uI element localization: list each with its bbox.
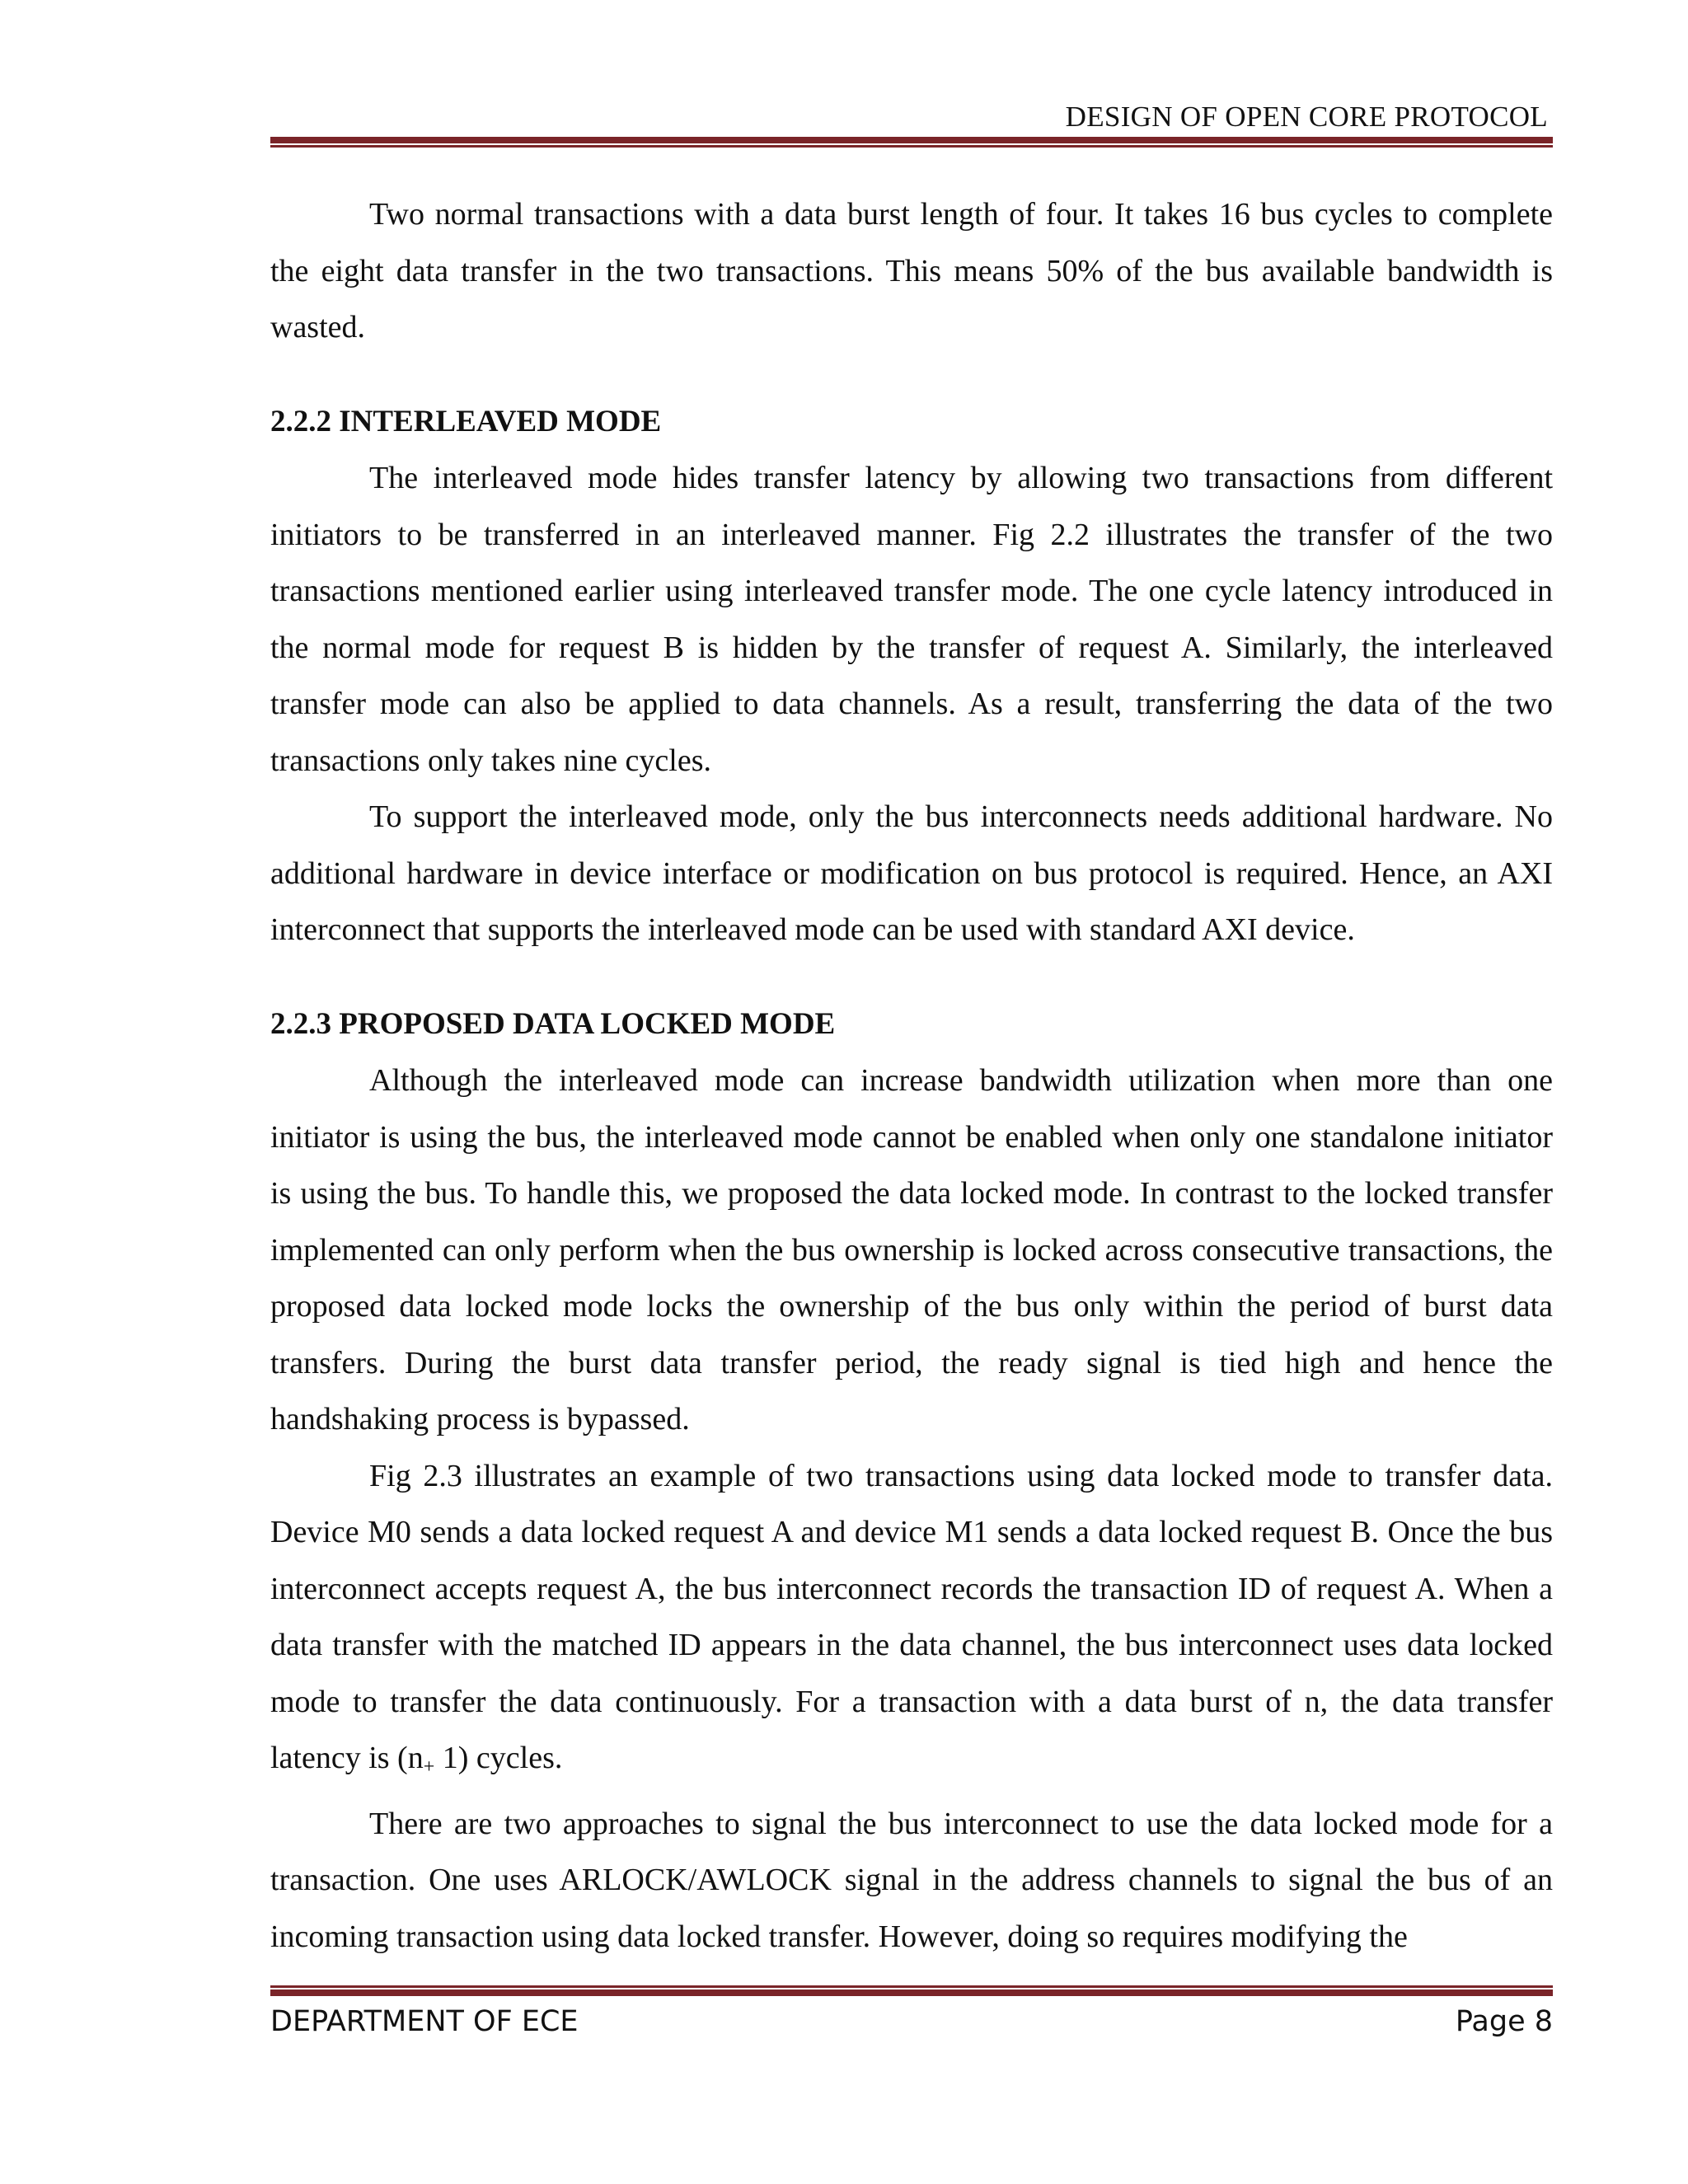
footer-page-number: Page 8 [1455,2005,1553,2038]
paragraph-interleaved-hardware: To support the interleaved mode, only the bus interconnects needs additional hardware. No additional hardware in device interface or modification on bus protocol is required. Hence, an AXI interconnect that supports the interleaved mode can be used with standard AXI device. [270,799,1553,947]
paragraph-data-locked-intro: Although the interleaved mode can increase bandwidth utilization when more than one initiator is using the bus, the interleaved mode cannot be enabled when only one standalone initiator is using the bus. To handle this, we proposed the data locked mode. In contrast to the locked transfer implemented can only perform when the bus ownership is locked across consecutive transactions, the proposed data locked mode locks the ownership of the bus only within the period of burst data transfers. During the burst data transfer period, the ready signal is tied high and hence the handshaking process is bypassed. [270,1063,1553,1436]
running-header-title: DESIGN OF OPEN CORE PROTOCOL [1065,101,1548,133]
paragraph-interleaved-description: The interleaved mode hides transfer latency by allowing two transactions from different initiators to be transferred in an interleaved manner. Fig 2.2 illustrates the transfer of the two transactions mentioned earlier using interleaved transfer mode. The one cycle latency introduced in the normal mode for request B is hidden by the transfer of request A. Similarly, the interleaved transfer mode can also be applied to data channels. As a result, transferring the data of the two transactions only takes nine cycles. [270,461,1553,778]
heading-data-locked-mode: 2.2.3 PROPOSED DATA LOCKED MODE [270,1006,836,1041]
paragraph-normal-mode-summary: Two normal transactions with a data burst length of four. It takes 16 bus cycles to complete the eight data transfer in the two transactions. This means 50% of the bus available bandwidth is wasted. [270,197,1553,344]
paragraph-signal-approaches: There are two approaches to signal the bus interconnect to use the data locked mode for a transaction. One uses ARLOCK/AWLOCK signal in the address channels to signal the bus of an incoming transaction using data locked transfer. However, doing so requires modifying the [270,1806,1553,1954]
header-rule-thick [270,137,1553,143]
example-text-tail: 1) cycles. [434,1741,563,1775]
page-body [270,186,1553,1965]
footer-department: DEPARTMENT OF ECE [270,2005,579,2038]
heading-interleaved-mode: 2.2.2 INTERLEAVED MODE [270,404,662,438]
header-rule-thin [270,145,1553,148]
section-gap [270,958,1553,996]
plus-subscript: + [423,1756,435,1778]
example-text: Fig 2.3 illustrates an example of two transactions using data locked mode to transfer data. Device M0 sends a data locked request A and device M1 sends a data locked request B. Once the bus interconnect accepts request A, the bus interconnect records the transaction ID of request A. When a data transfer with the matched ID appears in the data channel, the bus interconnect uses data locked mode to transfer the data continuously. For a transaction with a data burst of n, the data transfer latency is (n [270,1458,1553,1775]
footer-rule-thin [270,1985,1553,1988]
paragraph-data-locked-example [270,1448,1553,1796]
section-gap [270,356,1553,394]
